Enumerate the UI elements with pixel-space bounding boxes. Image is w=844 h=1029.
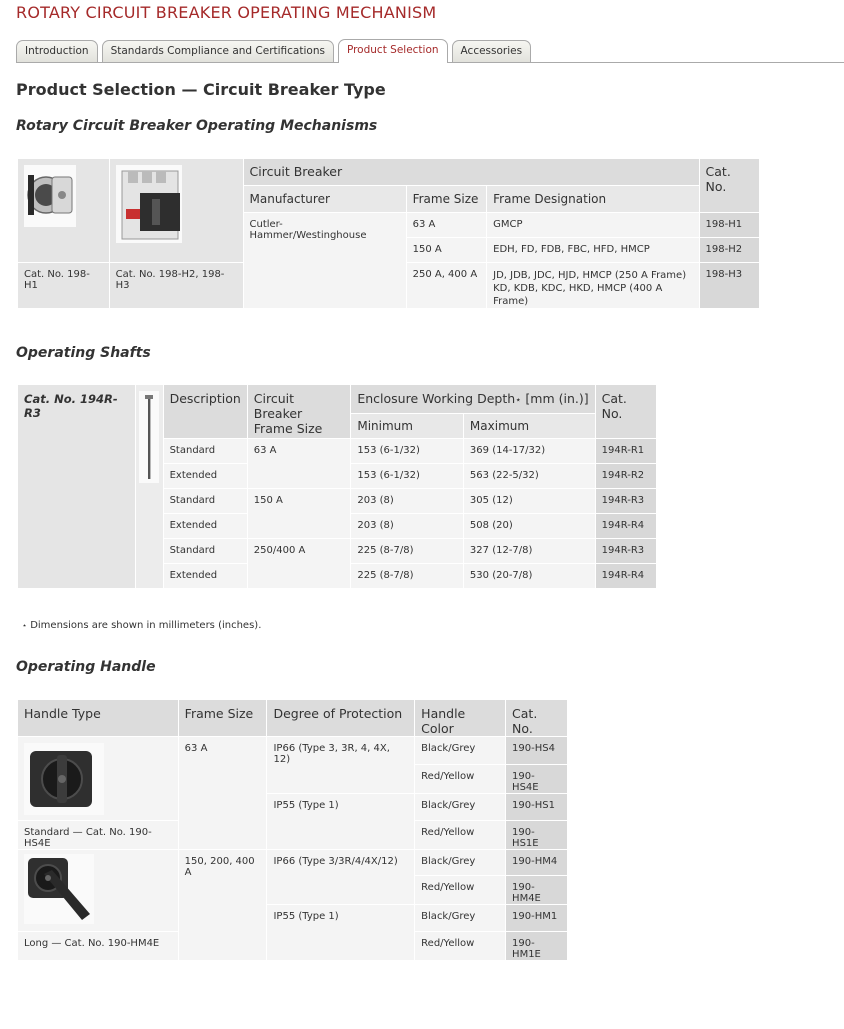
handle-color-cell: Red/Yellow <box>415 876 506 905</box>
long-handle-image-cell <box>18 850 179 932</box>
handle-color-cell: Black/Grey <box>415 737 506 765</box>
protection-cell: IP55 (Type 1) <box>267 794 415 850</box>
cat-no-cell: 194R-R4 <box>595 564 656 589</box>
cat-no-cell: 194R-R3 <box>595 489 656 514</box>
section-title: Product Selection — Circuit Breaker Type <box>16 80 386 99</box>
cat-no-cell: 190-HS1E <box>506 821 568 850</box>
frame-designation-line: JD, JDB, JDC, HJD, HMCP (250 A Frame) <box>493 270 687 281</box>
minimum-cell: 153 (6-1/32) <box>351 439 464 464</box>
cat-no-cell: 198-H3 <box>699 263 759 309</box>
frame-size-cell: 250 A, 400 A <box>406 263 487 309</box>
cat-no-cell: 190-HS4E <box>506 765 568 794</box>
protection-cell: IP66 (Type 3/3R/4/4X/12) <box>267 850 415 905</box>
col-description: Description <box>163 385 247 439</box>
minimum-cell: 203 (8) <box>351 489 464 514</box>
frame-designation-cell: GMCP <box>487 213 699 238</box>
frame-size-cell: 63 A <box>247 439 351 489</box>
standard-handle-image-cell <box>18 737 179 821</box>
minimum-cell: 203 (8) <box>351 514 464 539</box>
cat-no-cell: 190-HS4 <box>506 737 568 765</box>
handle-color-cell: Red/Yellow <box>415 821 506 850</box>
col-group-circuit-breaker: Circuit Breaker <box>243 159 699 186</box>
col-maximum: Maximum <box>463 414 595 439</box>
mechanisms-heading: Rotary Circuit Breaker Operating Mechanisms <box>16 118 378 134</box>
mechanisms-table <box>17 158 760 309</box>
frame-designation-cell <box>487 263 699 309</box>
long-handle-image <box>24 854 94 924</box>
shafts-heading: Operating Shafts <box>16 345 151 361</box>
frame-designation-line: KD, KDB, KDC, HKD, HMCP (400 A Frame) <box>493 283 663 307</box>
col-cat-no: Cat. No. <box>595 385 656 439</box>
standard-handle-caption: Standard — Cat. No. 190-HS4E <box>18 821 179 850</box>
description-cell: Extended <box>163 564 247 589</box>
cat-no-cell: 190-HM1E <box>506 932 568 961</box>
minimum-cell: 225 (8-7/8) <box>351 564 464 589</box>
footnote <box>22 620 261 631</box>
tab-product-selection[interactable]: Product Selection <box>338 39 448 63</box>
description-cell: Standard <box>163 489 247 514</box>
col-frame-size: Frame Size <box>406 186 487 213</box>
col-frame-designation: Frame Designation <box>487 186 699 213</box>
cat-no-cell: 198-H1 <box>699 213 759 238</box>
col-working-depth-unit: [mm (in.)] <box>525 391 589 406</box>
cat-no-cell: 198-H2 <box>699 238 759 263</box>
frame-size-cell: 150 A <box>247 489 351 539</box>
col-working-depth-label: Enclosure Working Depth <box>357 391 516 406</box>
col-handle-type: Handle Type <box>18 700 179 737</box>
image-caption: Cat. No. 198-H2, 198-H3 <box>109 263 243 309</box>
frame-size-cell: 63 A <box>406 213 487 238</box>
protection-cell: IP66 (Type 3, 3R, 4, 4X, 12) <box>267 737 415 794</box>
tab-introduction[interactable]: Introduction <box>16 40 98 62</box>
long-handle-caption: Long — Cat. No. 190-HM4E <box>18 932 179 961</box>
cat-no-cell: 190-HM4E <box>506 876 568 905</box>
footnote-text: Dimensions are shown in millimeters (inches). <box>30 620 262 631</box>
cat-no-cell: 194R-R2 <box>595 464 656 489</box>
col-manufacturer: Manufacturer <box>243 186 406 213</box>
protection-cell: IP55 (Type 1) <box>267 905 415 961</box>
col-cat-no: Cat. No. <box>506 700 568 737</box>
cat-no-cell: 190-HM1 <box>506 905 568 932</box>
frame-size-cell: 250/400 A <box>247 539 351 589</box>
maximum-cell: 369 (14-17/32) <box>463 439 595 464</box>
standard-handle-image <box>24 743 104 815</box>
footnote-star: ⋆ <box>515 395 522 406</box>
description-cell: Extended <box>163 514 247 539</box>
col-working-depth <box>351 385 595 414</box>
cat-no-cell: 190-HM4 <box>506 850 568 876</box>
maximum-cell: 305 (12) <box>463 489 595 514</box>
manufacturer-cell: Cutler-Hammer/Westinghouse <box>243 213 406 309</box>
cat-no-cell: 194R-R1 <box>595 439 656 464</box>
description-cell: Standard <box>163 539 247 564</box>
handle-color-cell: Black/Grey <box>415 850 506 876</box>
cat-no-cell: 194R-R3 <box>595 539 656 564</box>
frame-designation-cell: EDH, FD, FDB, FBC, HFD, HMCP <box>487 238 699 263</box>
mechanism-image-cell-1 <box>18 159 110 263</box>
handle-table <box>17 699 568 961</box>
maximum-cell: 530 (20-7/8) <box>463 564 595 589</box>
col-frame-size: Circuit Breaker Frame Size <box>247 385 351 439</box>
image-caption: Cat. No. 198-H1 <box>18 263 110 309</box>
operating-shaft-image <box>139 391 159 483</box>
frame-size-cell: 63 A <box>178 737 267 850</box>
description-cell: Standard <box>163 439 247 464</box>
shaft-image-cell <box>135 385 163 589</box>
handle-color-cell: Black/Grey <box>415 905 506 932</box>
frame-size-cell: 150, 200, 400 A <box>178 850 267 961</box>
minimum-cell: 225 (8-7/8) <box>351 539 464 564</box>
cat-no-cell: 194R-R4 <box>595 514 656 539</box>
col-cat-no: Cat. No. <box>699 159 759 213</box>
maximum-cell: 327 (12-7/8) <box>463 539 595 564</box>
shafts-table <box>17 384 657 589</box>
col-degree-of-protection: Degree of Protection <box>267 700 415 737</box>
handle-heading: Operating Handle <box>16 659 156 675</box>
handle-color-cell: Red/Yellow <box>415 765 506 794</box>
handle-color-cell: Red/Yellow <box>415 932 506 961</box>
mechanism-image-cell-2 <box>109 159 243 263</box>
col-frame-size: Frame Size <box>178 700 267 737</box>
rotary-mechanism-198-h2-h3-image <box>116 165 182 243</box>
handle-color-cell: Black/Grey <box>415 794 506 821</box>
footnote-star: ⋆ <box>22 621 28 630</box>
frame-size-cell: 150 A <box>406 238 487 263</box>
minimum-cell: 153 (6-1/32) <box>351 464 464 489</box>
col-handle-color: Handle Color <box>415 700 506 737</box>
col-minimum: Minimum <box>351 414 464 439</box>
tab-accessories[interactable]: Accessories <box>452 40 532 62</box>
maximum-cell: 563 (22-5/32) <box>463 464 595 489</box>
description-cell: Extended <box>163 464 247 489</box>
tab-bar <box>16 40 844 63</box>
maximum-cell: 508 (20) <box>463 514 595 539</box>
page-title: ROTARY CIRCUIT BREAKER OPERATING MECHANISM <box>16 3 437 22</box>
rotary-mechanism-198-h1-image <box>24 165 76 227</box>
tab-standards-compliance[interactable]: Standards Compliance and Certifications <box>102 40 334 62</box>
cat-no-cell: 190-HS1 <box>506 794 568 821</box>
shaft-image-caption: Cat. No. 194R-R3 <box>18 385 136 589</box>
